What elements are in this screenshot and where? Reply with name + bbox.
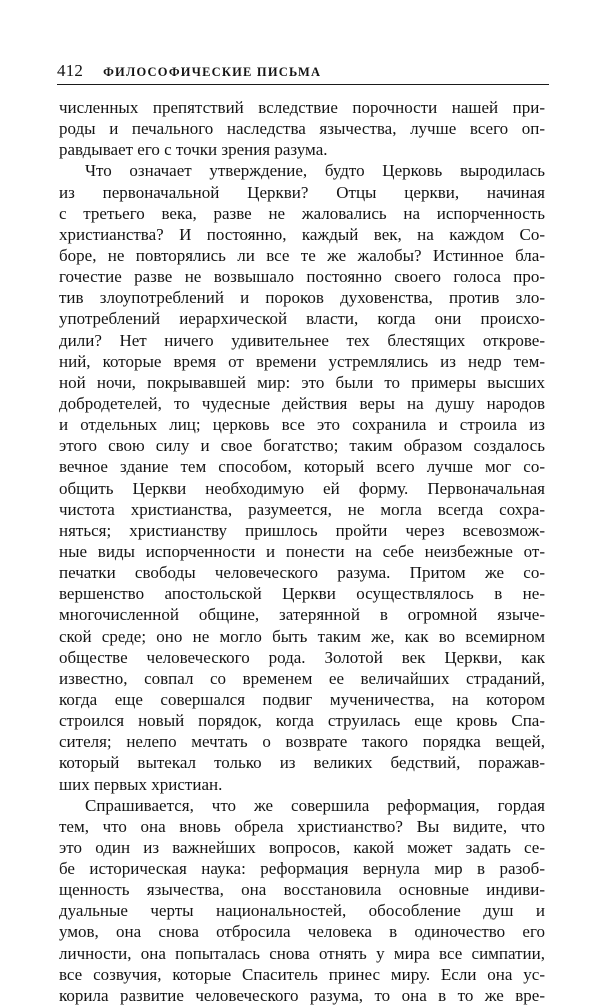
text-line: умов, она снова отбросила человека в одиночество его: [59, 922, 545, 942]
text-line: известно, совпал со временем ее величайших страданий,: [59, 668, 545, 688]
running-title: ФИЛОСОФИЧЕСКИЕ ПИСЬМА: [103, 65, 322, 79]
text-line: все созвучия, которые Спаситель принес миру. Если она ус-: [59, 964, 545, 984]
header-rule: [57, 84, 549, 85]
text-line: строился новый порядок, когда струилась еще кровь Спа-: [59, 711, 545, 731]
text-line: няться; христианству пришлось пройти через всевозмож-: [59, 520, 545, 540]
text-line: с третьего века, разве не жаловались на испорченность: [59, 203, 545, 223]
text-line: корила развитие человеческого разума, то она в то же вре-: [59, 985, 545, 1005]
text-line: сителя; нелепо мечтать о возврате такого порядка вещей,: [59, 732, 545, 752]
text-line: щенность язычества, она восстановила основные индиви-: [59, 880, 545, 900]
text-line: бе историческая наука: реформация вернула мир в разоб-: [59, 859, 545, 879]
text-line: ших первых христиан.: [59, 774, 223, 794]
text-line: дуальные черты национальностей, обособление душ и: [59, 901, 545, 921]
text-line: обществе человеческого рода. Золотой век Церкви, как: [59, 647, 545, 667]
text-line: чистота христианства, разумеется, не могла всегда сохра-: [59, 499, 545, 519]
text-line: личности, она попыталась снова отнять у мира все симпатии,: [59, 943, 545, 963]
text-line: общить Церкви необходимую ей форму. Первоначальная: [59, 478, 545, 498]
text-line: вечное здание тем способом, который всего лучше мог со-: [59, 457, 545, 477]
text-line: многочисленной общине, затерянной в огромной языче-: [59, 605, 545, 625]
text-line: этого свою силу и свое богатство; таким образом создалось: [59, 436, 545, 456]
body-text: [59, 97, 545, 1006]
text-line: Что означает утверждение, будто Церковь выродилась: [85, 161, 545, 181]
text-line: роды и печального наследства язычества, лучше всего оп-: [59, 119, 545, 139]
text-line: ской среде; оно не могло быть таким же, как во всемирном: [59, 626, 545, 646]
text-line: гочестие разве не возвышало постоянно своего голоса про-: [59, 267, 545, 287]
text-line: боре, не повторялись ли все те же жалобы? Истинное бла-: [59, 245, 545, 265]
text-line: ний, которые время от времени устремлялись из недр тем-: [59, 351, 545, 371]
text-line: ной ночи, покрывавшей мир: это были то примеры высших: [59, 372, 545, 392]
text-line: из первоначальной Церкви? Отцы церкви, начиная: [59, 182, 545, 202]
text-line: который вытекал только из великих бедствий, поражав-: [59, 753, 545, 773]
text-line: равдывает его с точки зрения разума.: [59, 140, 328, 160]
text-line: добродетелей, то чудесные действия веры на душу народов: [59, 393, 545, 413]
text-line: и отдельных лиц; церковь все это сохранила и строила из: [59, 415, 545, 435]
text-line: это один из важнейших вопросов, какой может задать се-: [59, 837, 545, 857]
text-line: когда еще совершался подвиг мученичества, на котором: [59, 689, 545, 709]
text-line: тем, что она вновь обрела христианство? Вы видите, что: [59, 816, 545, 836]
text-line: ные виды испорченности и понести на себе неизбежные от-: [59, 541, 545, 561]
text-line: христианства? И постоянно, каждый век, на каждом Со-: [59, 224, 545, 244]
text-line: тив злоупотреблений и пороков духовенства, против зло-: [59, 288, 545, 308]
page-number: 412: [57, 61, 84, 80]
text-line: Спрашивается, что же совершила реформация, гордая: [85, 795, 545, 815]
text-line: численных препятствий вследствие порочности нашей при-: [59, 98, 545, 117]
text-line: вершенство апостольской Церкви осуществлялось в не-: [59, 584, 545, 604]
text-line: употреблений иерархической власти, когда они происхо-: [59, 309, 545, 329]
text-line: дили? Нет ничего удивительнее тех блестящих открове-: [59, 330, 545, 350]
page-header: [57, 61, 549, 85]
text-line: печатки свободы человеческого разума. Притом же со-: [59, 563, 545, 583]
